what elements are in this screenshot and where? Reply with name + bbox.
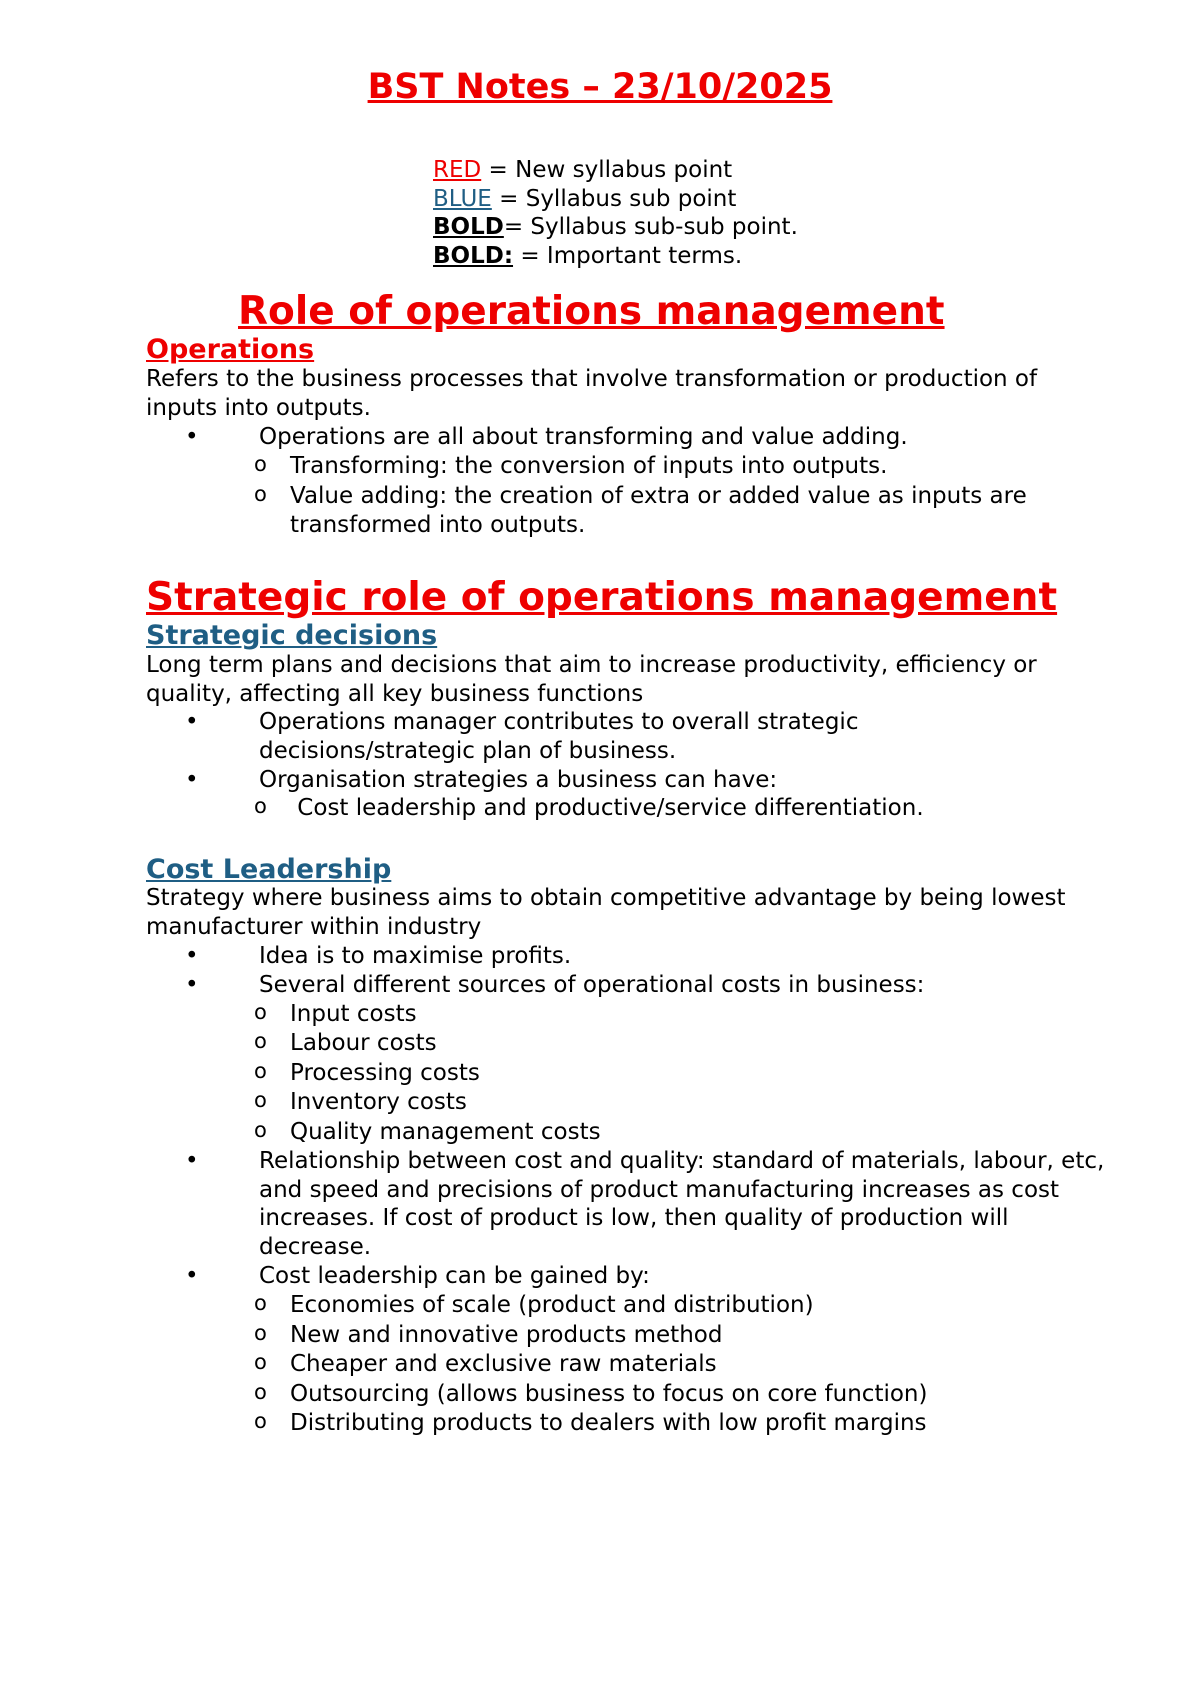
section1-heading: Role of operations management	[238, 289, 945, 334]
sub-bullet-mark: o	[254, 1350, 267, 1374]
sub-bullet-mark: o	[254, 1380, 267, 1404]
key-bold-text: = Syllabus sub-sub point.	[503, 214, 798, 240]
bullet-text: Operations manager contributes to overall strategic decisions/strategic plan of business.	[259, 709, 859, 764]
sub-bullet-mark: o	[254, 1118, 267, 1142]
section2-definition: Long term plans and decisions that aim to increase productivity, efficiency or quality, affecting all key business functions	[146, 652, 1037, 707]
sub-bullet-text: Value adding: the creation of extra or added value as inputs are transformed into outputs.	[290, 483, 1027, 538]
sub-bullet-mark: o	[254, 452, 267, 476]
bullet-text: Several different sources of operational costs in business:	[259, 972, 925, 998]
sub-bullet-mark: o	[254, 1291, 267, 1315]
section2-subheading: Strategic decisions	[146, 620, 438, 651]
bullet-dot: •	[185, 709, 199, 735]
cost-source-text: Quality management costs	[290, 1119, 601, 1145]
key-red-label: RED	[433, 157, 482, 183]
cost-source-text: Processing costs	[290, 1060, 480, 1086]
bullet-dot: •	[185, 1148, 199, 1174]
sub-bullet-text: Transforming: the conversion of inputs into outputs.	[290, 453, 888, 479]
sub-bullet-mark: o	[254, 1000, 267, 1024]
color-key	[433, 156, 798, 270]
bullet-text: Idea is to maximise profits.	[259, 943, 572, 969]
bullet-dot: •	[185, 424, 199, 450]
key-blue-label: BLUE	[433, 185, 492, 212]
section3-subheading: Cost Leadership	[146, 854, 392, 885]
key-red-text: = New syllabus point	[481, 157, 733, 183]
key-bold2-label: BOLD:	[433, 242, 514, 269]
gained-by-text: New and innovative products method	[290, 1322, 723, 1348]
cost-source-text: Input costs	[290, 1001, 417, 1027]
bullet-text: Operations are all about transforming and value adding.	[259, 424, 908, 450]
gained-by-text: Economies of scale (product and distribution)	[290, 1292, 814, 1318]
sub-bullet-mark: o	[254, 1059, 267, 1083]
bullet-text: Organisation strategies a business can have:	[259, 767, 778, 793]
key-blue-row	[433, 185, 798, 214]
document-title: BST Notes – 23/10/2025	[367, 67, 833, 107]
section1-definition: Refers to the business processes that involve transformation or production of inputs into outputs.	[146, 366, 1038, 421]
sub-bullet-mark: o	[254, 794, 267, 818]
sub-bullet-mark: o	[254, 1409, 267, 1433]
sub-bullet-mark: o	[254, 1088, 267, 1112]
gained-by-text: Cheaper and exclusive raw materials	[290, 1351, 717, 1377]
bullet-dot: •	[185, 943, 199, 969]
key-red-row	[433, 156, 798, 185]
bullet-text: Cost leadership can be gained by:	[259, 1263, 650, 1289]
bullet-dot: •	[185, 1263, 199, 1289]
gained-by-text: Distributing products to dealers with low profit margins	[290, 1410, 927, 1436]
sub-bullet-mark: o	[254, 482, 267, 506]
key-bold-row	[433, 213, 798, 242]
gained-by-text: Outsourcing (allows business to focus on core function)	[290, 1381, 928, 1407]
sub-bullet-mark: o	[254, 1029, 267, 1053]
section2-heading: Strategic role of operations management	[146, 575, 1058, 620]
section1-subheading: Operations	[146, 334, 315, 365]
bullet-dot: •	[185, 767, 199, 793]
section3-definition: Strategy where business aims to obtain competitive advantage by being lowest manufacturer within industry	[146, 885, 1066, 940]
sub-bullet-mark: o	[254, 1321, 267, 1345]
sub-bullet-text: Cost leadership and productive/service differentiation.	[290, 795, 924, 821]
key-blue-text: = Syllabus sub point	[491, 185, 737, 212]
bullet-dot: •	[185, 972, 199, 998]
key-bold2-row	[433, 242, 798, 271]
key-bold-label: BOLD	[433, 214, 504, 240]
cost-source-text: Inventory costs	[290, 1089, 467, 1115]
cost-source-text: Labour costs	[290, 1030, 437, 1056]
bullet-text: Relationship between cost and quality: standard of materials, labour, etc, and speed and precisions of product manufacturing increases as cost increases. If cost of product is low, then quality of production will decrease.	[259, 1148, 1105, 1260]
key-bold2-text: = Important terms.	[513, 242, 743, 269]
